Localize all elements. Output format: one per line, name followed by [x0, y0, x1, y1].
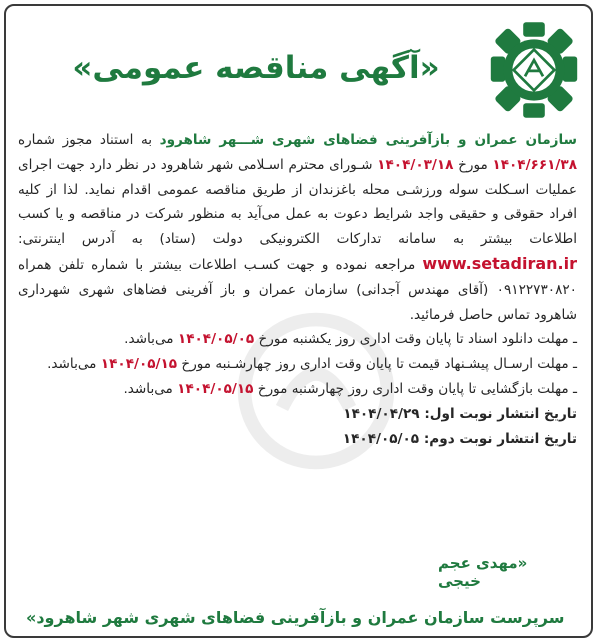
publication-second-date: ۱۴۰۴/۰۵/۰۵ [342, 430, 420, 447]
page-title: «آگهی مناقصه عمومی» [72, 50, 440, 86]
signer-name: «مهدی عجم خیجی [438, 554, 528, 590]
deadline-download: ـ مهلت دانلود اسناد تا پایان وقت اداری روز یکشنبه مورخ ۱۴۰۴/۰۵/۰۵ می‌باشد. [124, 331, 577, 348]
submit-date: ۱۴۰۴/۰۵/۱۵ [100, 356, 178, 373]
signer-title: سرپرست سازمان عمران و بازآفرینی فضاهای شهری شهر شاهرود» [26, 608, 565, 627]
municipality-logo-icon [489, 20, 579, 120]
notice-body [18, 128, 577, 451]
notice-frame [4, 4, 593, 638]
opening-date: ۱۴۰۴/۰۵/۱۵ [177, 380, 254, 397]
publication-first: تاریخ انتشار نوبت اول: ۱۴۰۴/۰۴/۲۹ [343, 405, 577, 422]
publication-second: تاریخ انتشار نوبت دوم: ۱۴۰۴/۰۵/۰۵ [342, 430, 577, 447]
permit-number: ۱۴۰۴/۶۶۱/۳۸ [492, 156, 577, 173]
signature-block [18, 554, 575, 627]
download-date: ۱۴۰۴/۰۵/۰۵ [177, 331, 255, 348]
deadline-opening: ـ مهلت بازگشایی تا پایان وقت اداری روز چهارشنبه مورخ ۱۴۰۴/۰۵/۱۵ می‌باشد. [123, 380, 577, 397]
intro-paragraph: سازمان عمران و بازآفرینی فضاهای شهری شـــهر شاهرود به استناد مجوز شماره ۱۴۰۴/۶۶۱/۳۸ مورخ ۱۴۰۴/۰۳/۱۸ شـورای محترم اسـلامی شهر شاهرود در نظر دارد جهت اجرای عملیات اسـکلت سوله ورزشـی محله باغزندان از طریق مناقصه عمومی اقدام نماید. لذا از کلیه افراد حقوقی و حقیقی واجد شرایط دعوت به عمل می‌آید به منظور شرکت در مناقصه و یا کسب اطلاعات بیشتر به سامانه تدارکات الکترونیکی دولت (ستاد) به آدرس اینترنتی: www.setadiran.ir مراجعه نموده و جهت کسـب اطلاعات بیشتر با شماره تلفن همراه ۰۹۱۲۲۷۳۰۸۲۰ (آقای مهندس آجدانی) سازمان عمران و باز آفرینی فضاهای شهری شهرداری شاهرود تماس حاصل فرمائید. [18, 132, 577, 323]
deadline-submit: ـ مهلت ارسـال پیشـنهاد قیمت تا پایان وقت اداری روز چهارشـنبه مورخ ۱۴۰۴/۰۵/۱۵ می‌باشد. [47, 356, 577, 373]
organization-name: سازمان عمران و بازآفرینی فضاهای شهری شـــهر شاهرود [159, 132, 577, 148]
setad-website-link[interactable]: www.setadiran.ir [422, 253, 577, 273]
publication-first-date: ۱۴۰۴/۰۴/۲۹ [343, 405, 420, 422]
permit-date: ۱۴۰۴/۰۳/۱۸ [377, 156, 454, 173]
